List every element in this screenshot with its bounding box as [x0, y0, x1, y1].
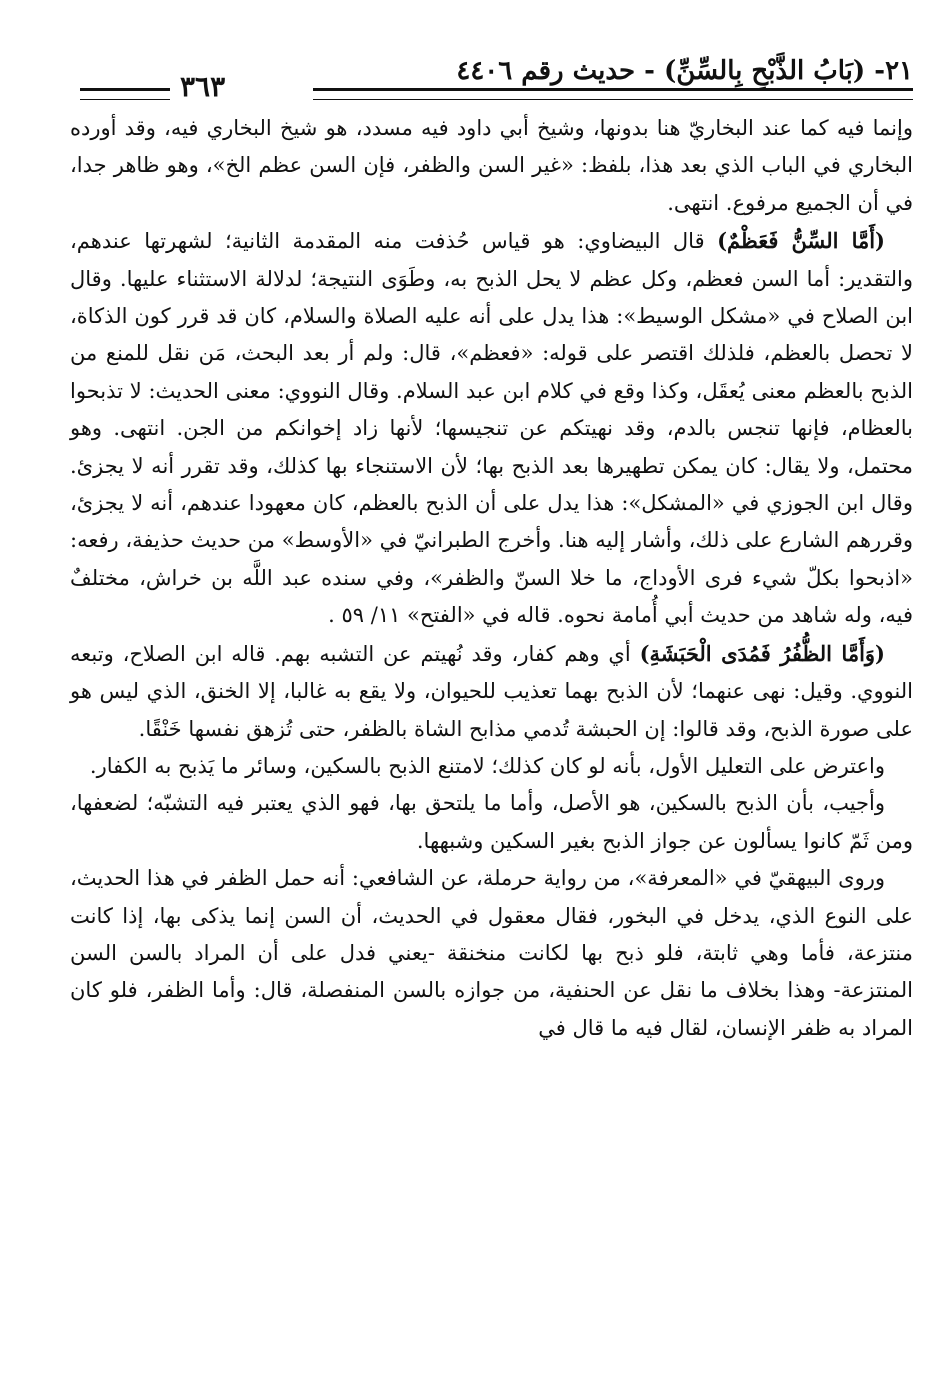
- paragraph-text: قال البيضاوي: هو قياس حُذفت منه المقدمة الثانية؛ لشهرتها عندهم، والتقدير: أما السن فعظم، وكل عظم لا يحل الذبح به، وطَوَى النتيجة؛ لدلالة الاستثناء عليها. وقال ابن الصلاح في «مشكل الوسيط»: هذا يدل على أنه عليه الصلاة والسلام، كان قد قرر كون الذكاة، لا تحصل بالعظم، فلذلك اقتصر على قوله: «فعظم»، قال: ولم أر بعد البحث، مَن نقل للمنع من الذبح بالعظم معنى يُعقَل، وكذا وقع في كلام ابن عبد السلام. وقال النووي: معنى الحديث: لا تذبحوا بالعظام، فإنها تنجس بالدم، وقد نهيتكم عن تنجيسها؛ لأنها زاد إخوانكم من الجن. انتهى. وهو محتمل، ولا يقال: كان يمكن تطهيرها بعد الذبح بها؛ لأن الاستنجاء بها كذلك، وقد تقرر أنه لا يجزئ. وقال ابن الجوزي في «المشكل»: هذا يدل على أن الذبح بالعظم، كان معهودا عندهم، أنه لا يجزئ، وقررهم الشارع على ذلك، وأشار إليه هنا. وأخرج الطبرانيّ في «الأوسط» من حديث حذيفة، رفعه: «اذبحوا بكلّ شيء فرى الأوداج، ما خلا السنّ والظفر»، وفي سنده عبد اللَّه بن خراش، مختلفٌ فيه، وله شاهد من حديث أبي أُمامة نحوه. قاله في «الفتح» ١١/ ٥٩ .: [70, 229, 913, 628]
- paragraph-text: واعترض على التعليل الأول، بأنه لو كان كذلك؛ لامتنع الذبح بالسكين، وسائر ما يَذبح به الكفار.: [89, 753, 885, 778]
- paragraph-5: [70, 785, 913, 860]
- page-header: [70, 50, 913, 102]
- paragraph-6: [70, 860, 913, 1047]
- book-page: [70, 50, 913, 1047]
- running-title: ٢١- (بَابُ الذَّبْحِ بِالسِّنِّ) - حديث رقم ٤٤٠٦: [456, 56, 913, 86]
- page-body: [70, 110, 913, 1047]
- paragraph-2: [70, 222, 913, 634]
- header-double-rule: [313, 88, 913, 100]
- paragraph-1: [70, 110, 913, 222]
- paragraph-3: [70, 635, 913, 748]
- paragraph-text: أي وهم كفار، وقد نُهيتم عن التشبه بهم. قاله ابن الصلاح، وتبعه النووي. وقيل: نهى عنهما؛ لأن الذبح بهما تعذيب للحيوان، ولا يقع به غالبا، إلا الخنق، الذي ليس هو على صورة الذبح، وقد قالوا: إن الحبشة تُدمي مذابح الشاة بالظفر، حتى تُزهق نفسها خَنْقًا.: [70, 641, 913, 741]
- hadith-lemma: (أَمَّا السِّنُّ فَعَظْمٌ): [717, 228, 885, 254]
- paragraph-text: وأجيب، بأن الذبح بالسكين، هو الأصل، وأما ما يلتحق بها، فهو الذي يعتبر فيه التشبّه؛ لضعفها، ومن ثَمّ كانوا يسألون عن جواز الذبح بغير السكين وشبهها.: [70, 791, 913, 853]
- hadith-lemma: (وَأَمَّا الظُّفُرُ فَمُدَى الْحَبَشَةِ): [639, 640, 885, 666]
- paragraph-text: وإنما فيه كما عند البخاريّ هنا بدونها، وشيخ أبي داود فيه مسدد، هو شيخ البخاري فيه، وقد أورده البخاري في الباب الذي بعد هذا، بلفظ: «غير السن والظفر، فإن السن عظم الخ»، وهو ظاهر جدا، في أن الجميع مرفوع. انتهى.: [70, 116, 913, 215]
- paragraph-text: وروى البيهقيّ في «المعرفة»، من رواية حرملة، عن الشافعي: أنه حمل الظفر في هذا الحديث، على النوع الذي، يدخل في البخور، فقال معقول في الحديث، أن السن إنما يذكى بها، إذا كانت منتزعة، فأما وهي ثابتة، فلو ذبح بها لكانت منخنقة -يعني فدل على أن المراد بالسن السن المنتزعة- وهذا بخلاف ما نقل عن الحنفية، من جوازه بالسن المنفصلة، قال: وأما الظفر، فلو كان المراد به ظفر الإنسان، لقال فيه ما قال في: [70, 866, 913, 1040]
- page-number: ٣٦٣: [180, 70, 226, 103]
- header-double-rule-left: [80, 88, 170, 100]
- paragraph-4: [70, 748, 913, 785]
